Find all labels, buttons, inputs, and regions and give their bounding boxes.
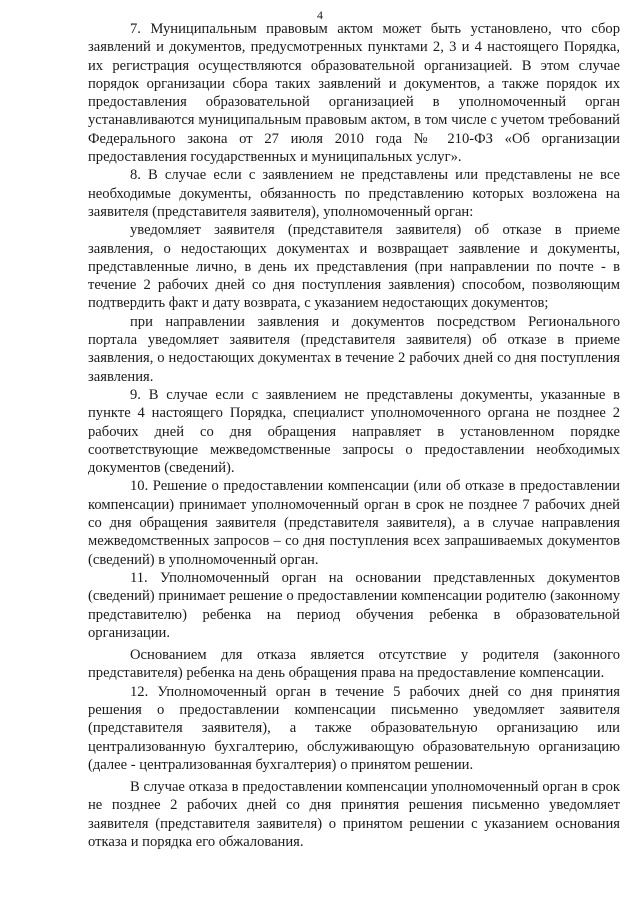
page-number: 4 [317,8,323,22]
paragraph-9: 9. В случае если с заявлением не представлены документы, указанные в пункте 4 настоящего Порядка, специалист уполномоченного органа не позднее 2 рабочих дней со дня обращения направляет в установленном порядке соответствующие межведомственные запросы о предоставлении необходимых документов (сведений). [88,386,620,477]
paragraph-11-refusal-basis: Основанием для отказа является отсутствие у родителя (законного представителя) ребенка на день обращения права на предоставление компенсации. [88,647,620,682]
paragraph-8-notify-direct: уведомляет заявителя (представителя заявителя) об отказе в приеме заявления, о недостающих документах и возвращает заявление и документы, представленные лично, в день их представления (при направлении по почте - в течение 2 рабочих дней со дня поступления заявления) способом, позволяющим подтвердить факт и дату возврата, с указанием недостающих документов; [88,222,620,312]
paragraph-7: 7. Муниципальным правовым актом может быть установлено, что сбор заявлений и документов, предусмотренных пунктами 2, 3 и 4 настоящего Порядка, их регистрация осуществляются образовательной организацией. В этом случае порядок организации сбора таких заявлений и документов, а также порядок их предоставления образовательной организацией в уполномоченный орган устанавливаются муниципальным правовым актом, в том числе с учетом требований Федерального закона от 27 июля 2010 года № 210-ФЗ «Об организации предоставления государственных и муниципальных услуг». [88,21,620,166]
paragraph-12-refusal-notice: В случае отказа в предоставлении компенсации уполномоченный орган в срок не позднее 2 рабочих дней со дня принятия решения письменно уведомляет заявителя (представителя заявителя) о принятом решении с указанием основания отказа и порядка его обжалования. [88,779,620,851]
paragraph-8: 8. В случае если с заявлением не представлены или представлены не все необходимые документы, обязанность по представлению которых возложена на заявителя (представителя заявителя), уполномоченный орган: [88,167,620,220]
paragraph-12: 12. Уполномоченный орган в течение 5 рабочих дней со дня принятия решения о предоставлении компенсации письменно уведомляет заявителя (представителя заявителя), а также образовательную организацию или централизованную бухгалтерию, обслуживающую образовательную организацию (далее - централизованная бухгалтерия) о принятом решении. [88,683,620,773]
document-body [88,20,620,851]
paragraph-10: 10. Решение о предоставлении компенсации (или об отказе в предоставлении компенсации) принимает уполномоченный орган в срок не позднее 7 рабочих дней со дня обращения заявителя (представителя заявителя), а в случае направления межведомственных запросов – со дня поступления всех запрашиваемых документов (сведений) в уполномоченный орган. [88,478,620,568]
paragraph-11: 11. Уполномоченный орган на основании представленных документов (сведений) принимает решение о предоставлении компенсации родителю (законному представителю) ребенка на период обучения ребенка в образовательной организации. [88,569,620,641]
paragraph-8-notify-portal: при направлении заявления и документов посредством Регионального портала уведомляет заявителя (представителя заявителя) об отказе в приеме заявления, о недостающих документах в течение 2 рабочих дней со дня поступления заявления. [88,313,620,385]
